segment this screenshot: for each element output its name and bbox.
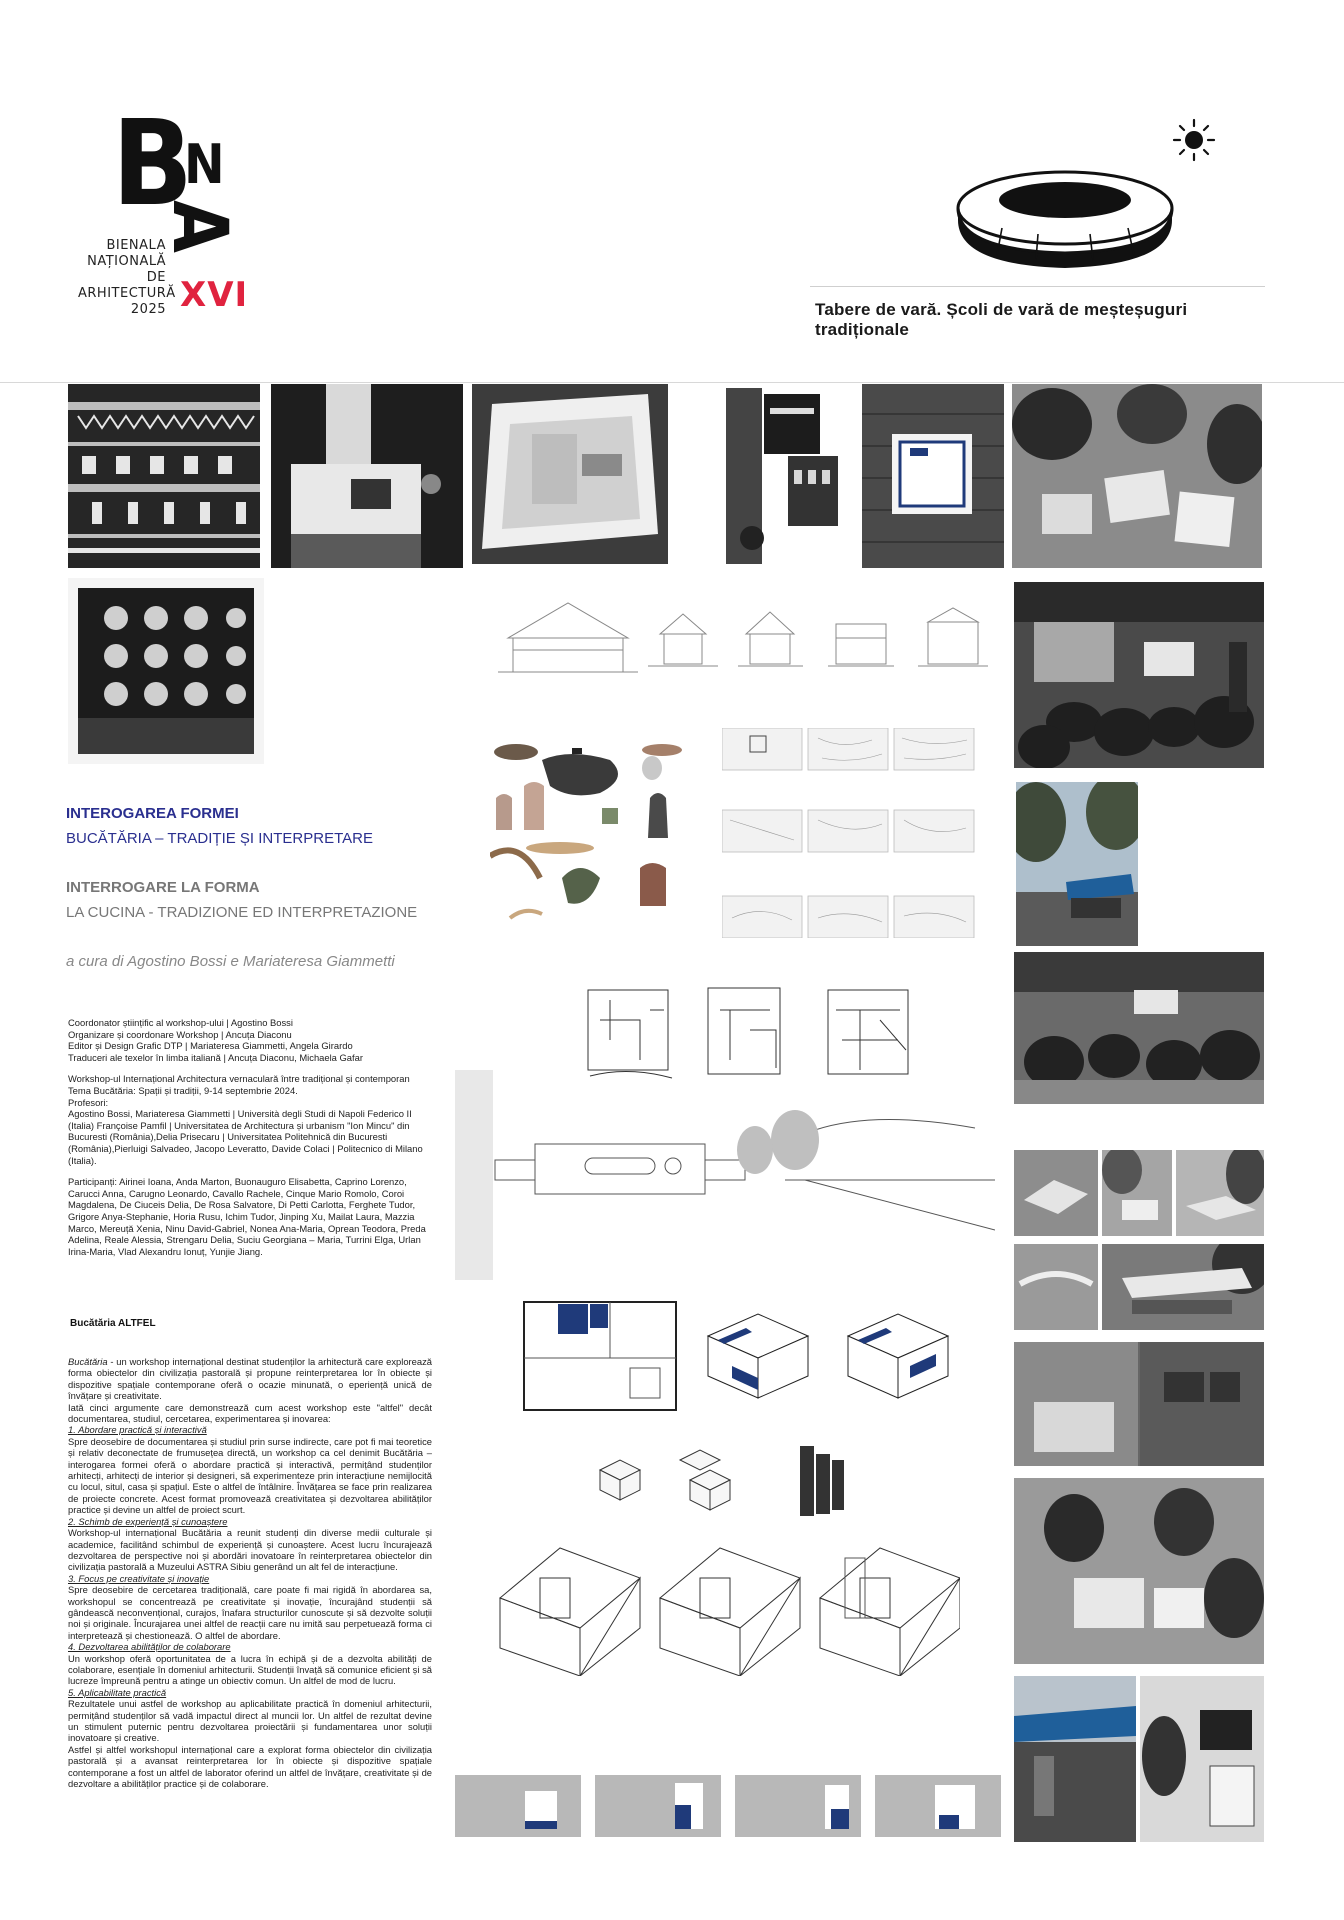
photo-installation-4	[1014, 1244, 1098, 1330]
photo-kitchen-stove	[271, 384, 463, 568]
section-drawing	[455, 1070, 995, 1280]
header-rule-short	[810, 286, 1265, 287]
photo-installation-5	[1102, 1244, 1264, 1330]
logo-text: BIENALA NAȚIONALĂ DE ARHITECTURĂ 2025	[78, 238, 176, 317]
workshop-line: Agostino Bossi, Mariateresa Giammetti | Università degli Studi di Napoli Federico II (Italia) Françoise Pamfil | Universitatea de Architectura și urbanism "Ion Mincu" din Bucuresti (România),Delia Prisecaru | Universitatea Politehnică din Bucuresti (România),Pierluigi Salvadeo, Jacopo Leveratto, Davide Colaci | Politecnico di Milano (Italia).	[68, 1108, 423, 1166]
point-text: Spre deosebire de cercetarea tradițională, care poate fi mai rigidă în abordarea sa, workshopul se concentrează pe creativitate și inovație, încurajând studenții să gândească neconvențional, curajos, înafara structurilor cunoscute și să dezvolte soluții noi și originale. Încurajarea unei altfel de reacții care nu imită sau perpetuează forma ci interpretează și chestionează. O altfel de abordare.	[68, 1584, 432, 1641]
house-elevations-drawing	[498, 598, 988, 676]
point-heading: 1. Abordare practică și interactivă	[68, 1424, 207, 1436]
section-panel-3	[735, 1775, 861, 1837]
photo-collage-cabinet	[726, 388, 850, 564]
photo-installation-2	[1102, 1150, 1172, 1236]
workshop-line: Profesori:	[68, 1096, 109, 1108]
axonometric-kitchens-blue	[698, 1306, 960, 1406]
curators-line: a cura di Agostino Bossi e Mariateresa Giammetti	[66, 953, 395, 970]
subtitle-romanian: BUCĂTĂRIA – TRADIȚIE ȘI INTERPRETARE	[66, 830, 374, 847]
subtitle-italian: LA CUCINA - TRADIZIONE ED INTERPRETAZIONE	[66, 904, 418, 921]
kitchen-plan-blue	[520, 1298, 680, 1414]
point-heading: 5. Aplicabilitate practică	[68, 1686, 167, 1698]
point-heading: 4. Dezvoltarea abilităților de colaborare	[68, 1641, 231, 1653]
essay-intro: - un workshop internațional destinat studenților la arhitectură care explorează forma obiectelor din civilizația pastorală și propune reinterpretarea lor în obiecte și dispozitive spațiale contemporane oferă o ocazie minunată, o eperiență unică de învățare și creativitate.	[68, 1356, 432, 1402]
credit-line: Coordonator științific al workshop-ului | Agostino Bossi	[68, 1017, 293, 1028]
essay-conclusion: Astfel și altfel workshopul internațional care a explorat forma obiectelor din civilizația pastorală și a avansat reinterpretarea lor în obiecte și dispozitive spațiale contemporane a fost un altfel de laborator oferind un altfel de învățare, creativitate și de dezvoltare a abilităților practice și de colaborare.	[68, 1743, 432, 1790]
photo-students-drawing	[1012, 384, 1262, 568]
kitchen-objects-illustration	[490, 738, 700, 928]
photo-wood-model	[862, 384, 1004, 568]
photo-installation-1	[1014, 1150, 1098, 1236]
credit-line: Editor și Design Grafic DTP | Mariateresa Giammetti, Angela Girardo	[68, 1040, 353, 1052]
section-panel-2	[595, 1775, 721, 1837]
title-italian: INTERROGARE LA FORMA	[66, 879, 260, 896]
photo-workshop-room	[1014, 952, 1264, 1104]
point-text: Un workshop oferă oportunitatea de a lucra în echipă și de a dezvolta abilități de colaborare, esențiale în domeniul arhitecturii. Studenții învață să comunice eficient și să lucreze împreună pentru a atinge un obiectiv comun. Un altfel de mod de lucru.	[68, 1652, 432, 1687]
photo-lecture-hall	[1014, 582, 1264, 768]
point-text: Rezultatele unui astfel de workshop au aplicabilitate practică în domeniul arhitecturii, permițând studenților să vadă impactul direct al muncii lor. Un altfel de rezultat devine un stimulent puternic pentru dezvoltarea proiectării și fundamentarea unor soluții inovatoare și creative.	[68, 1698, 432, 1744]
point-text: Workshop-ul internațional Bucătăria a reunit studenți din diverse medii culturale și academice, facilitând schimbul de experiență și cunoaștere. Acest lucru încurajează dezvoltarea de perspective noi și abordări inovatoare în reinterpretarea obiectelor din civilizația pastorală a Muzeului ASTRA Sibiu generând un alt fel de interacțiune.	[68, 1527, 432, 1573]
workshop-line: Workshop-ul Internațional Architectura vernaculară între tradițional și contemporan	[68, 1073, 410, 1085]
ring-pavilion-icon	[950, 160, 1180, 280]
essay-title: Bucătăria ALTFEL	[70, 1318, 156, 1329]
logo-letter-a: A	[156, 200, 245, 253]
logo-edition: XVI	[180, 275, 249, 315]
logo-letter-b: B	[112, 94, 193, 232]
site-plans-drawing	[722, 728, 980, 938]
header-divider	[0, 382, 1344, 383]
essay-body	[68, 1356, 432, 1789]
participants: Participanți: Airinei Ioana, Anda Marton, Buonauguro Elisabetta, Caprino Lorenzo, Carucci Anna, Carugno Leonardo, Cavallo Rachele, Cinque Mario Romolo, Coroi Magdalena, De Ciuceis Delia, De Rosa Salvatore, Di Petti Carlotta, Ferghete Tudor, Grigore Anya-Stephanie, Horia Rusu, Ichim Tudor, Jinping Xu, Mailat Laura, Mazzia Marco, Mereuță Xenia, Ninu David-Gabriel, Nonea Ana-Maria, Oprean Teodora, Preda Adelina, Reale Alessia, Strengaru Delia, Suciu Georgiana – Maria, Turrini Elga, Urlan Irina-Maria, Vlad Alexandru Ionuț, Yunjie Jiang.	[68, 1176, 426, 1257]
point-heading: 2. Schimb de experiență și cunoaștere	[68, 1515, 228, 1527]
photo-kitchen-detail	[1140, 1676, 1264, 1842]
workshop-line: Tema Bucătăria: Spații și tradiții, 9-14 septembrie 2024.	[68, 1084, 298, 1096]
credit-line: Organizare și coordonare Workshop | Ancuța Diaconu	[68, 1028, 292, 1040]
photo-outdoor-pavilion	[1016, 782, 1138, 946]
title-romanian: INTEROGAREA FORMEI	[66, 805, 239, 822]
point-heading: 3. Focus pe creativitate și inovație	[68, 1572, 210, 1584]
theme-title: Tabere de vară. Școli de vară de meșteșuguri tradiționale	[815, 300, 1188, 339]
photo-textile-pattern	[68, 384, 260, 568]
sun-icon	[1172, 118, 1216, 162]
point-text: Spre deosebire de documentarea și studiul prin surse indirecte, care pot fi mai teoretice și relativ deconectate de frumusețea directă, un workshop ca cel denimit Bucătăria – interogarea formei oferă o abordare practică și interactivă, permițând studenților arhitecți, arhitecți de interior și designeri, să experimenteze prin interacțiune nemijlocită cu locul, situl, casa și spațiul. Este o altfel de întâlnire. Învățarea se face prin realizarea de proiecte concrete. Acest format promovează creativitatea și dezvoltarea abilităților practice și devine un altfel de proiect scurt.	[68, 1435, 432, 1516]
section-panel-4	[875, 1775, 1001, 1837]
logo-letter-n: N	[184, 133, 225, 196]
credits-block	[68, 1017, 440, 1257]
credit-line: Traduceri ale texelor în limba italiană | Ancuța Diaconu, Michaela Gafar	[68, 1051, 363, 1063]
photo-model-interior	[472, 384, 668, 564]
photo-installation-3	[1176, 1150, 1264, 1236]
photo-interior-room	[1014, 1342, 1264, 1466]
modular-volumes-drawing	[590, 1440, 880, 1520]
photo-plate-cabinet	[68, 578, 264, 764]
axonometric-installations	[490, 1528, 960, 1676]
section-panel-1	[455, 1775, 581, 1837]
essay-intro-2: Iată cinci argumente care demonstrează cum acest workshop este "altfel" decât documentarea, studiul, cercetarea, experimentarea și inovarea:	[68, 1401, 432, 1425]
essay-intro-lead: Bucătăria	[68, 1356, 108, 1367]
photo-students-table	[1014, 1478, 1264, 1664]
photo-pavilion-exterior	[1014, 1676, 1136, 1842]
